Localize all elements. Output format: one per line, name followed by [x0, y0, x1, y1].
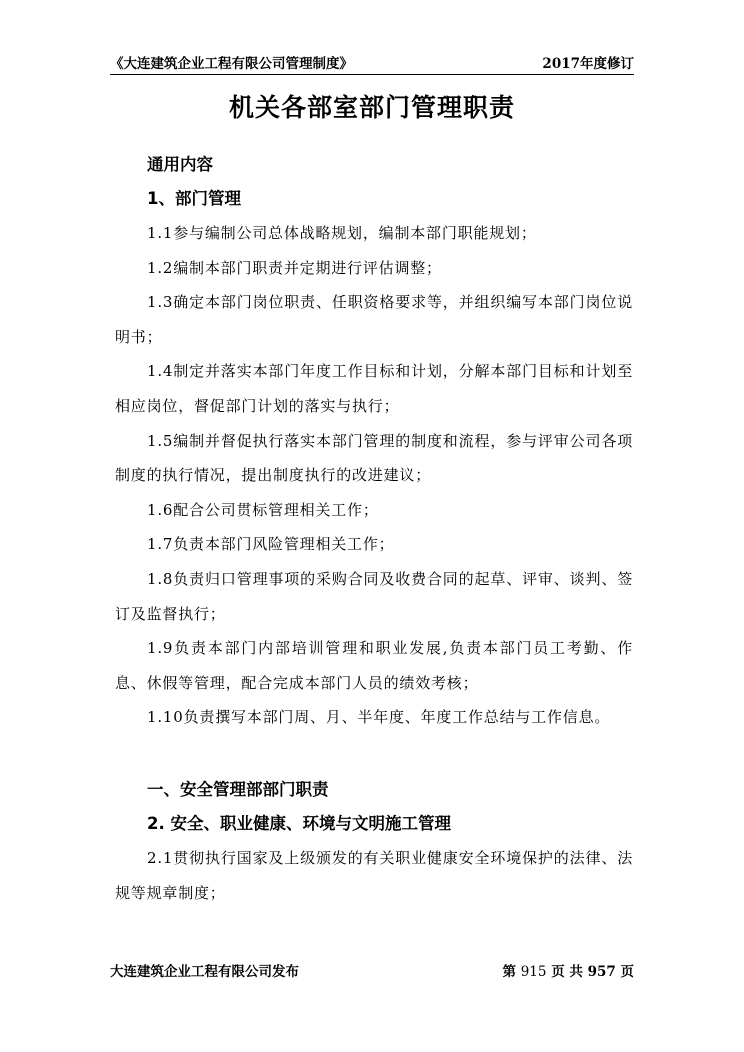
page-current: 915 — [520, 964, 547, 980]
footer-publisher: 大连建筑企业工程有限公司发布 — [110, 964, 299, 980]
list-department-management — [115, 216, 633, 735]
list-item: 1.4制定并落实本部门年度工作目标和计划，分解本部门目标和计划至相应岗位，督促部门计划的落实与执行； — [115, 362, 633, 415]
page-total: 957 — [587, 964, 616, 980]
list-item: 1.1参与编制公司总体战略规划，编制本部门职能规划； — [147, 224, 537, 242]
list-item: 1.6配合公司贯标管理相关工作； — [147, 500, 379, 519]
subheading-safety-management: 2. 安全、职业健康、环境与文明施工管理 — [147, 813, 451, 833]
list-item: 1.10负责撰写本部门周、月、半年度、年度工作总结与工作信息。 — [147, 708, 611, 727]
list-item: 1.2编制本部门职责并定期进行评估调整； — [147, 258, 442, 277]
list-item: 1.5编制并督促执行落实本部门管理的制度和流程，参与评审公司各项制度的执行情况，提出制度执行的改进建议； — [115, 431, 633, 485]
page-footer — [110, 960, 634, 980]
footer-page-info — [503, 960, 634, 980]
document-body — [115, 148, 633, 910]
header-divider — [110, 74, 634, 75]
list-item: 1.3确定本部门岗位职责、任职资格要求等，并组织编写本部门岗位说明书； — [115, 293, 633, 346]
subheading-department-management: 1、部门管理 — [147, 189, 241, 208]
header-revision: 2017年度修订 — [542, 56, 634, 72]
page-header — [110, 52, 634, 72]
list-safety-management — [115, 841, 633, 910]
page-suffix: 页 — [620, 964, 634, 980]
section-spacer — [115, 735, 633, 773]
list-item: 1.8负责归口管理事项的采购合同及收费合同的起草、评审、谈判、签订及监督执行； — [115, 569, 633, 623]
section-heading-safety: 一、安全管理部部门职责 — [147, 779, 329, 799]
section-heading-general: 通用内容 — [147, 155, 213, 174]
list-item: 2.1贯彻执行国家及上级颁发的有关职业健康安全环境保护的法律、法规等规章制度； — [115, 848, 633, 902]
header-document-name: 《大连建筑企业工程有限公司管理制度》 — [110, 56, 353, 72]
page-mid: 页 共 — [551, 964, 583, 980]
list-item: 1.9负责本部门内部培训管理和职业发展,负责本部门员工考勤、作息、休假等管理，配合完成本部门人员的绩效考核； — [115, 639, 633, 692]
list-item: 1.7负责本部门风险管理相关工作； — [147, 535, 395, 554]
page-title: 机关各部室部门管理职责 — [228, 93, 515, 122]
page-prefix: 第 — [502, 964, 517, 980]
